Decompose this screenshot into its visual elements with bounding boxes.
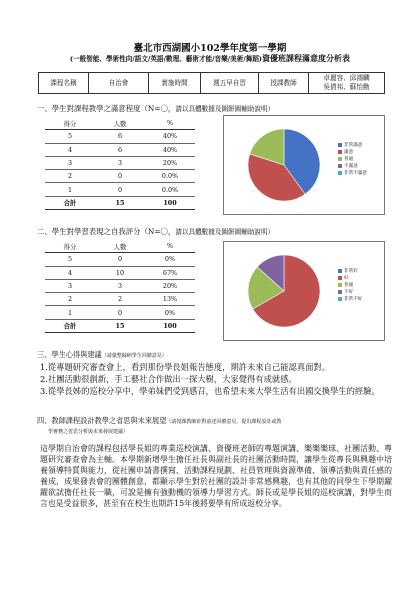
course-name-value: 自治會 [89,73,149,94]
self-evaluation-table-row [45,306,195,319]
self-evaluation-table-header-row [45,240,195,253]
satisfaction-table-cell: 6 [95,143,145,156]
teacher-line-2: 吳倩邦、蘇怡勳 [323,83,370,91]
self-evaluation-legend [338,268,362,303]
satisfaction-table-cell: 2 [45,170,95,183]
self-evaluation-pie-legend-item [338,275,362,282]
section3-heading-note: （請彙整歸納學生回饋意見） [101,353,167,359]
satisfaction-table-cell: 0.0% [145,170,195,183]
self-evaluation-table-cell: 13% [145,293,195,306]
satisfaction-pie-legend-item [338,142,367,149]
self-evaluation-pie-legend-label: 好 [344,276,349,281]
teacher-label: 授課教師 [259,73,309,94]
self-evaluation-table-cell: 0 [95,306,145,319]
self-evaluation-table-cell: 100 [145,319,195,332]
self-evaluation-table-cell: 67% [145,266,195,279]
satisfaction-pie-legend-swatch [338,143,342,147]
self-evaluation-table-cell: 得分 [45,240,95,253]
self-evaluation-table-row [45,253,195,266]
satisfaction-table-cell: 100 [145,196,195,209]
satisfaction-table-cell: 3 [95,156,145,169]
self-evaluation-table-cell: 2 [95,293,145,306]
satisfaction-table-cell: 0 [95,170,145,183]
self-evaluation-pie-legend-swatch [338,290,342,294]
satisfaction-table-cell: 5 [45,130,95,143]
satisfaction-table-row [45,170,195,183]
self-evaluation-pie-legend-item [338,268,362,275]
self-evaluation-pie-legend-item [338,282,362,289]
self-evaluation-table-cell: 4 [45,266,95,279]
section4-heading-note-2: 學實務之省思分析與未來發展建議） [48,429,129,435]
satisfaction-table [45,117,195,210]
teacher-value [309,73,385,94]
course-name-label: 課程名稱 [39,73,89,94]
satisfaction-pie-legend-item [338,170,367,177]
self-evaluation-table-cell: 2 [45,293,95,306]
self-evaluation-pie-legend-item [338,289,362,296]
teacher-reflection-paragraph: 這學期自治會的課程包括學長姐的專業巡校演講、資優班老師的專題演講、樂樂樂球、社團活動、專題研究審查會為主軸。本學期新增學生擔任社長與副社長的社團活動時間，讓學生從專長與興趣中培養領導特質與能力，從社團申請書撰寫、活動課程規劃、社員管理與資源準備、領導活動與責任感的養成，成果發表會的團體創意，都顯示學生對於社團的設計非常感興趣，也有其他的同學生下學期躍躍欲試擔任社長一職，可說是擁有強動機的領導力學習方式。師長或是學長姐的巡校演講，對學生而言也是受益很多，甚至有在校生也期許15年後將要學有所成返校分享。 [40,444,392,508]
time-value: 週五早自習 [201,73,259,94]
section2-heading [37,226,274,237]
satisfaction-pie-legend-swatch [338,171,342,175]
satisfaction-table-cell: 3 [45,156,95,169]
satisfaction-table-cell: 得分 [45,117,95,130]
document-subtitle [0,53,420,64]
self-evaluation-table-cell: 15 [95,319,145,332]
satisfaction-table-row [45,156,195,169]
satisfaction-table-cell: 6 [95,130,145,143]
self-evaluation-table-cell: 0% [145,253,195,266]
subtitle-categories: (一般智能、學術性向/語文/英語/數理、藝術才能/音樂/美術/舞蹈) [69,55,263,63]
self-evaluation-pie-chart [223,241,385,341]
self-evaluation-table-row [45,293,195,306]
self-evaluation-pie-legend-label: 非常不好 [344,297,363,302]
satisfaction-table-total-row [45,196,195,209]
self-evaluation-table-row [45,279,195,292]
section4-heading-note: （請授課教師針對前述回饋意見，提出課程設計或教 [166,419,282,425]
self-evaluation-pie-legend-swatch [338,297,342,301]
feedback-item-1: 1.從專題研究審查會上，看到那份學長姐報告態度，期許未來自己能認真面對。 [40,362,331,372]
satisfaction-pie-legend-label: 滿意 [344,150,354,155]
satisfaction-table-cell: 人數 [95,117,145,130]
satisfaction-table-cell: 4 [45,143,95,156]
satisfaction-pie-chart [223,115,385,215]
self-evaluation-pie-legend-swatch [338,276,342,280]
satisfaction-pie-legend-label: 非常滿意 [344,143,363,148]
section3-heading-text: 三、學生心得與建議 [37,350,102,359]
section2-heading-note: 請以具體數據及圖餅圖輔助說明） [175,228,275,236]
subtitle-analysis: 資優班課程滿意度分析表 [262,53,351,63]
satisfaction-table-cell: 1 [45,183,95,196]
satisfaction-table-cell: 0 [95,183,145,196]
self-evaluation-pie-legend-item [338,296,362,303]
satisfaction-pie-legend-label: 不滿意 [344,164,358,169]
section2-heading-text: 二、學生對學習表現之自我評分（N=〇， [37,227,176,236]
self-evaluation-table-row [45,266,195,279]
feedback-item-2: 2.社團活動很創新，手工藝社合作做出一探大樹，大家覺得有成就感。 [40,374,297,384]
self-evaluation-table-cell: 3 [95,279,145,292]
satisfaction-table-cell: 20% [145,156,195,169]
self-evaluation-table-cell: 1 [45,306,95,319]
satisfaction-pie-legend-swatch [338,164,342,168]
teacher-line-1: 卓麗容、邱鴻麟 [323,74,370,82]
self-evaluation-table-cell: 3 [45,279,95,292]
section4-heading-text: 四、教師課程設計教學之省思與未來展望 [37,416,167,425]
self-evaluation-pie-legend-swatch [338,283,342,287]
section3-heading [37,350,167,360]
self-evaluation-table-cell: 20% [145,279,195,292]
satisfaction-table-cell: % [145,117,195,130]
section4-heading [37,416,393,427]
time-label: 實施時間 [149,73,201,94]
self-evaluation-pie-legend-label: 不好 [344,290,354,295]
self-evaluation-table-cell: 0% [145,306,195,319]
self-evaluation-table-cell: % [145,240,195,253]
satisfaction-pie-legend-swatch [338,150,342,154]
satisfaction-pie-legend-label: 非常不滿意 [344,171,367,176]
self-evaluation-table-cell: 合計 [45,319,95,332]
satisfaction-table-cell: 15 [95,196,145,209]
satisfaction-table-row [45,143,195,156]
self-evaluation-table [45,240,195,333]
self-evaluation-pie-legend-label: 普通 [344,283,354,288]
self-evaluation-table-cell: 10 [95,266,145,279]
satisfaction-pie-legend-item [338,156,367,163]
satisfaction-legend [338,142,367,177]
satisfaction-table-cell: 40% [145,143,195,156]
satisfaction-table-row [45,130,195,143]
document-title: 臺北市西湖國小102學年度第一學期 [133,43,287,54]
self-evaluation-table-cell: 0 [95,253,145,266]
satisfaction-pie-legend-swatch [338,157,342,161]
self-evaluation-table-cell: 人數 [95,240,145,253]
course-info-table [38,72,385,94]
satisfaction-pie-legend-item [338,163,367,170]
feedback-item-3: 3.從學長姊的巡校分享中，學弟妹們受到感召，也希望未來大學生活有出國交換學生的經驗。 [40,386,380,396]
satisfaction-table-cell: 40% [145,130,195,143]
satisfaction-pie-legend-label: 普通 [344,157,354,162]
satisfaction-table-cell: 0.0% [145,183,195,196]
self-evaluation-table-cell: 5 [45,253,95,266]
self-evaluation-pie-legend-swatch [338,269,342,273]
section1-heading-note: 請以具體數據及圖餅圖輔助說明） [175,105,275,113]
satisfaction-table-header-row [45,117,195,130]
satisfaction-table-cell: 合計 [45,196,95,209]
section1-heading-text: 一、學生對課程教學之滿意程度（N=〇， [37,104,176,113]
satisfaction-pie-legend-item [338,149,367,156]
satisfaction-table-row [45,183,195,196]
self-evaluation-table-total-row [45,319,195,332]
section1-heading [37,103,274,114]
self-evaluation-pie-legend-label: 非常好 [344,269,358,274]
